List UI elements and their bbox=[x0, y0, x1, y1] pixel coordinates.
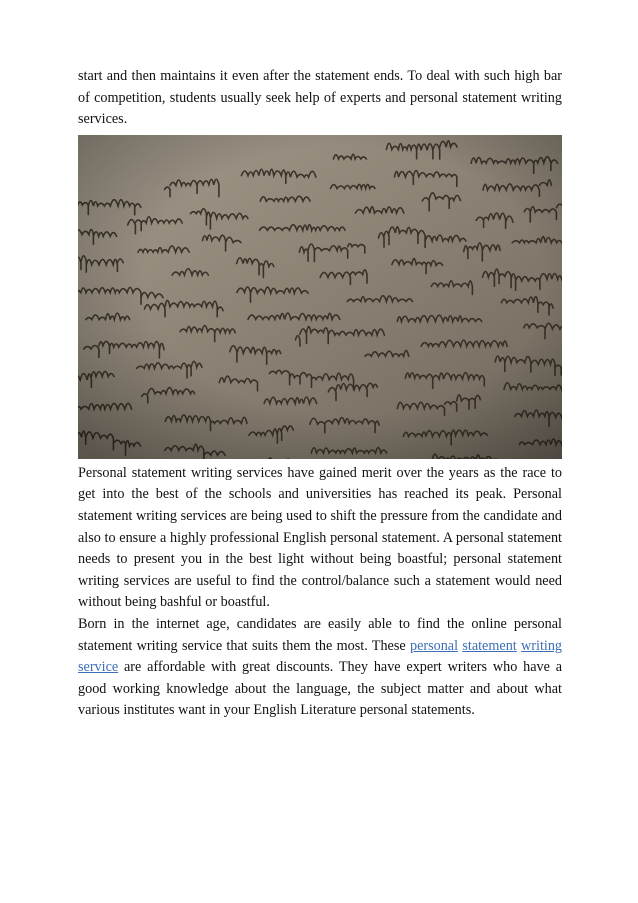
paragraph-intro: start and then maintains it even after the statement ends. To deal with such high bar of competition, students usually seek help of experts and personal statement writing services. bbox=[78, 68, 562, 128]
paragraph-internet bbox=[78, 614, 562, 722]
paragraph-internet-before: Born in the internet age, candidates are easily able to find the online personal statement writing service that suits them the most. These bbox=[78, 615, 562, 654]
link-writing[interactable]: writing bbox=[521, 637, 563, 654]
link-statement[interactable]: statement bbox=[462, 637, 517, 654]
handwriting-photo bbox=[78, 135, 562, 459]
paragraph-internet-after: are affordable with great discounts. They have expert writers who have a good working knowledge about the language, the subject matter and about what various institutes want in your English Literature personal statements. bbox=[78, 659, 562, 719]
link-personal[interactable]: personal bbox=[409, 637, 459, 654]
link-service[interactable]: service bbox=[78, 659, 119, 676]
paragraph-services: Personal statement writing services have gained merit over the years as the race to get into the best of the schools and universities has reached its peak. Personal statement writing services are being used to shift the pressure from the candidate and also to ensure a highly professional English personal statement. A personal statement needs to present you in the best light without being boastful; personal statement writing services are useful to find the control/balance such a statement would need without being bashful or boastful. bbox=[78, 464, 562, 611]
document-page bbox=[78, 66, 562, 722]
